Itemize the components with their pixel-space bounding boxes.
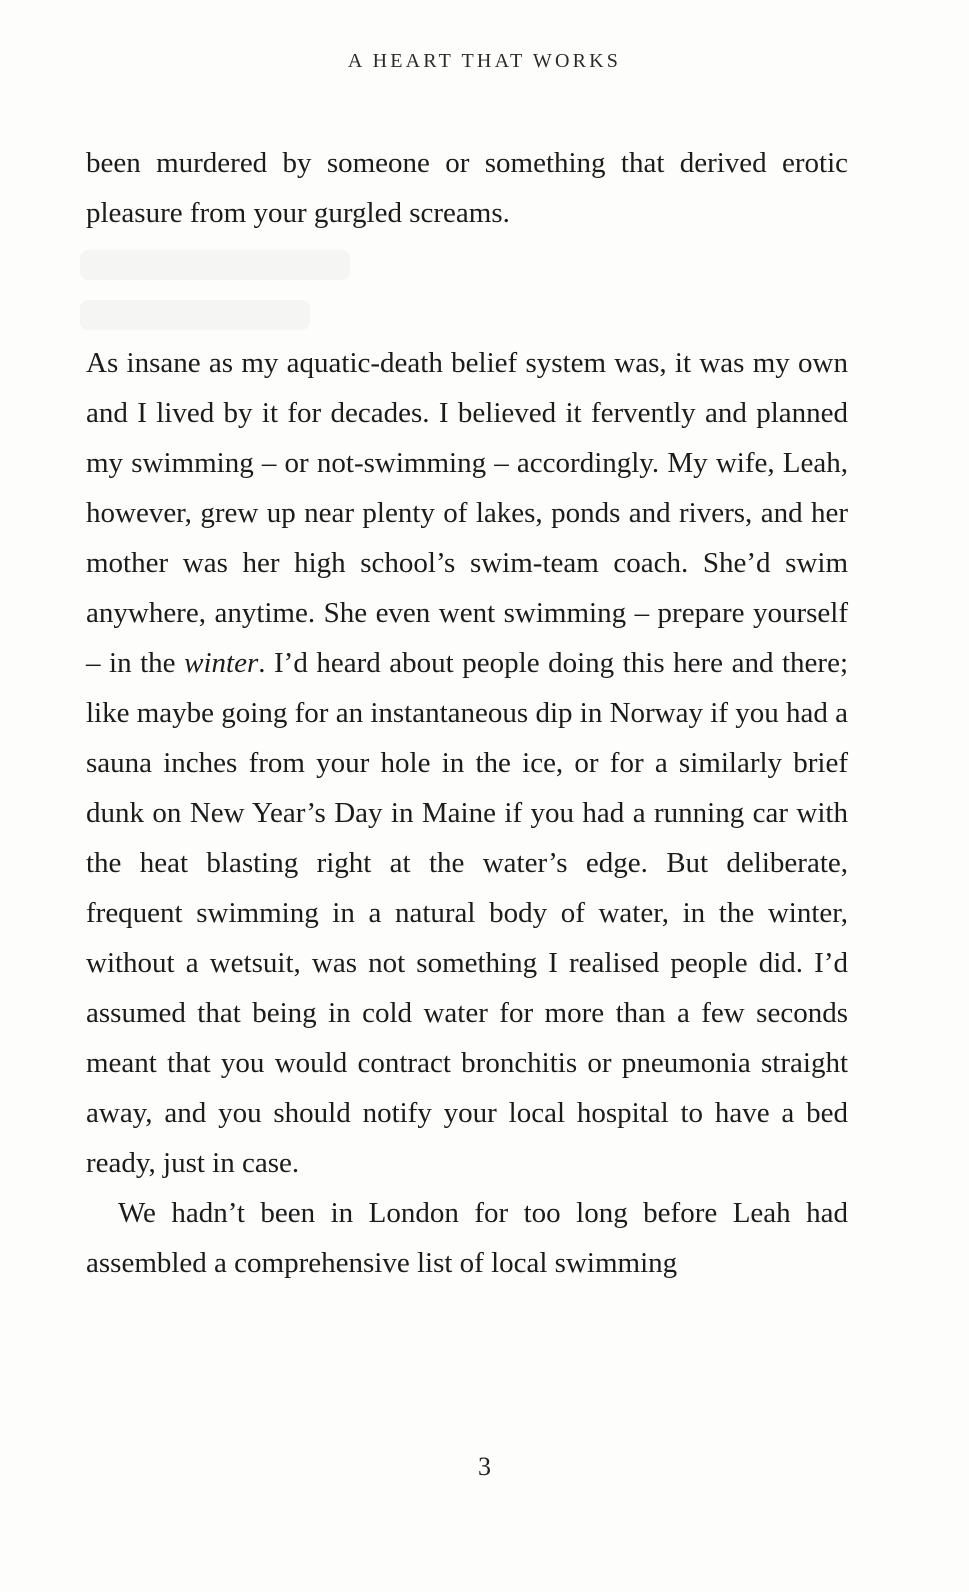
paragraph-continued: been murdered by someone or something that derived erotic pleasure from your gurgled screams. bbox=[86, 147, 848, 229]
scan-smudge bbox=[80, 300, 310, 330]
paragraph-main-text-end: . I’d heard about people doing this here and there; like maybe going for an instantaneous dip in Norway if you had a sauna inches from your hole in the ice, or for a similarly brief dunk on New Year’s Day in Maine if you had a running car with the heat blasting right at the water’s edge. But deliberate, frequent swimming in a natural body of water, in the winter, without a wetsuit, was not something I realised people did. I’d assumed that being in cold water for more than a few seconds meant that you would contract bronchitis or pneumonia straight away, and you should notify your local hospital to have a bed ready, just in case. bbox=[86, 647, 848, 1179]
page-number: 3 bbox=[478, 1452, 491, 1481]
text-block-main bbox=[86, 338, 848, 1288]
scan-smudge bbox=[80, 250, 350, 280]
text-block-top bbox=[86, 138, 848, 238]
paragraph-main bbox=[86, 338, 848, 1188]
paragraph-next: We hadn’t been in London for too long before Leah had assembled a comprehensive list of local swimming bbox=[86, 1197, 848, 1279]
running-head-title: A HEART THAT WORKS bbox=[347, 50, 622, 72]
italic-emphasis: winter bbox=[184, 647, 259, 679]
paragraph-main-text-start: As insane as my aquatic-death belief system was, it was my own and I lived by it for decades. I believed it fervently and planned my swimming – or not-swimming – accordingly. My wife, Leah, however, grew up near plenty of lakes, ponds and rivers, and her mother was her high school’s swim-team coach. She’d swim anywhere, anytime. She even went swimming – prepare yourself – in the bbox=[86, 347, 848, 679]
